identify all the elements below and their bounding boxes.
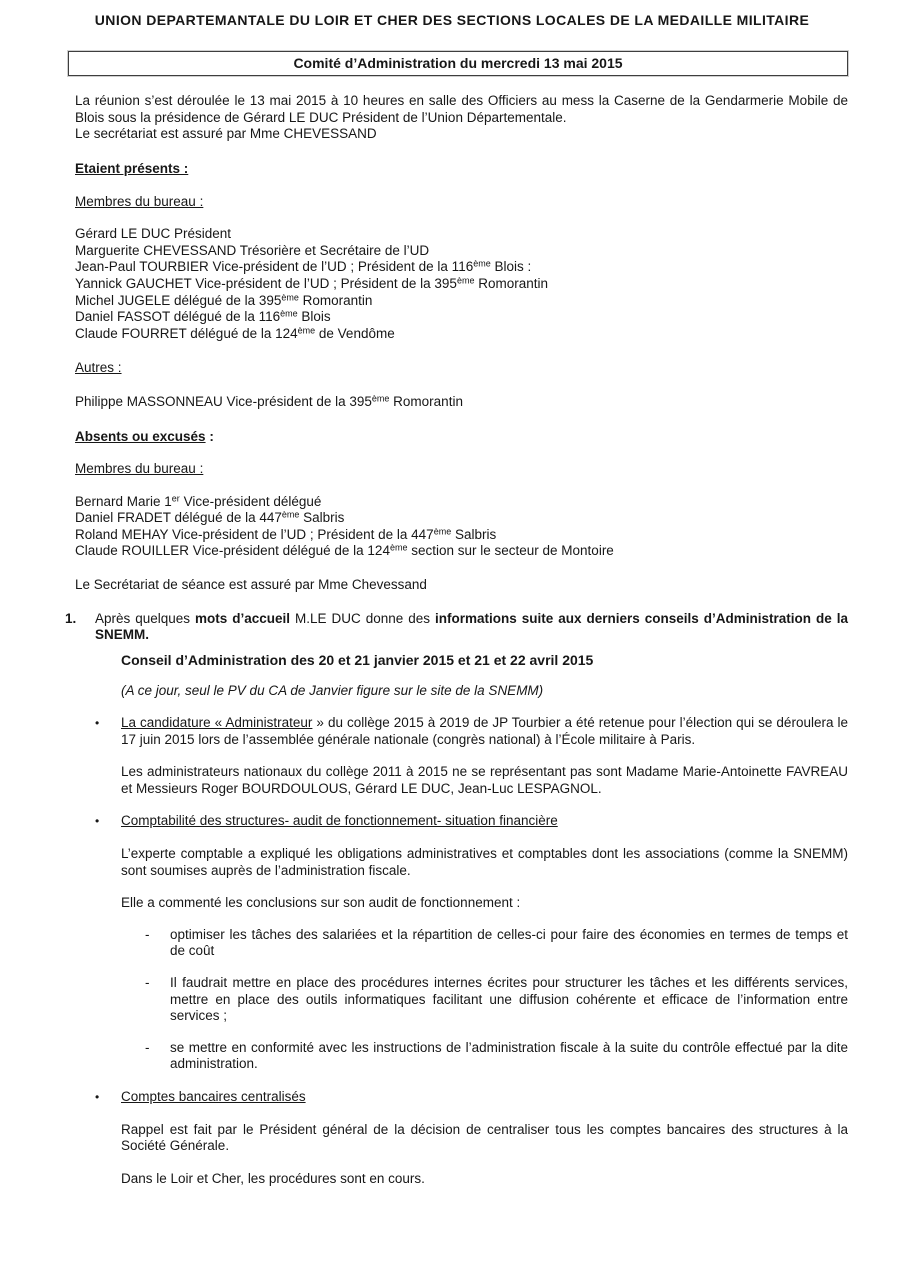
secretariat-note: Le Secrétariat de séance est assuré par Mme Chevessand [75, 577, 427, 593]
dash-item-2 [145, 975, 848, 1025]
candidature-paragraph: Les administrateurs nationaux du collège 2011 à 2015 ne se représentant pas sont Madame Marie-Antoinette FAVREAU et Messieurs Roger BOURDOULOUS, Gérard LE DUC, Jean-Luc LESPAGNOL. [121, 764, 848, 796]
dash-icon: - [145, 974, 150, 990]
member-line: Michel JUGELE délégué de la 395ème Romorantin [75, 292, 373, 308]
dash-item-1-text: optimiser les tâches des salariées et la répartition de celles-ci pour faire des économies en termes de temps et de coût [170, 926, 848, 959]
intro-line-1: La réunion s’est déroulée le 13 mai 2015 à 10 heures en salle des Officiers au mess la Caserne de la Gendarmerie Mobile de Blois sous la présidence de Gérard LE DUC Président de l’Union Départementale. [75, 93, 848, 125]
bullet-icon: • [95, 716, 100, 731]
comptabilite-paragraph-1: L’experte comptable a expliqué les obligations administratives et comptables dont les associations (comme la SNEMM) sont soumises auprès de l’administration fiscale. [121, 846, 848, 878]
member-line: Marguerite CHEVESSAND Trésorière et Secrétaire de l’UD [75, 242, 430, 258]
bullet-icon: • [95, 1089, 100, 1104]
member-line: Roland MEHAY Vice-président de l’UD ; Président de la 447ème Salbris [75, 526, 497, 542]
dash-icon: - [145, 926, 150, 942]
member-line: Yannick GAUCHET Vice-président de l’UD ; Président de la 395ème Romorantin [75, 275, 548, 291]
present-members-list [75, 226, 848, 342]
section-heading-absents [75, 429, 848, 446]
member-line: Philippe MASSONNEAU Vice-président de la 395ème Romorantin [75, 393, 463, 409]
subheading-bureau-absents: Membres du bureau : [75, 461, 204, 477]
bullet-comptes [95, 1089, 848, 1106]
italic-note: (A ce jour, seul le PV du CA de Janvier figure sur le site de la SNEMM) [121, 683, 544, 699]
bullet-candidature [95, 715, 848, 748]
conseil-heading: Conseil d’Administration des 20 et 21 janvier 2015 et 21 et 22 avril 2015 [121, 651, 594, 668]
section-heading-present: Etaient présents : [75, 160, 189, 176]
intro-paragraph [75, 93, 848, 143]
subheading-bureau-present: Membres du bureau : [75, 193, 204, 209]
bullet-comptabilite-title: Comptabilité des structures- audit de fonctionnement- situation financière [121, 813, 558, 829]
absent-members-list [75, 494, 848, 560]
comptabilite-paragraph-2: Elle a commenté les conclusions sur son audit de fonctionnement : [121, 895, 521, 911]
comptes-paragraph-2: Dans le Loir et Cher, les procédures sont en cours. [121, 1170, 425, 1186]
member-line: Gérard LE DUC Président [75, 226, 232, 242]
dash-item-3-text: se mettre en conformité avec les instructions de l’administration fiscale à la suite du contrôle effectué par la dite administration. [170, 1039, 848, 1072]
dash-icon: - [145, 1039, 150, 1055]
document-title: UNION DEPARTEMANTALE DU LOIR ET CHER DES SECTIONS LOCALES DE LA MEDAILLE MILITAIRE [94, 12, 810, 28]
autres-members-list [75, 394, 848, 411]
bullet-comptabilite [95, 813, 848, 830]
section-heading-absents-text: Absents ou excusés [75, 428, 206, 444]
member-line: Daniel FASSOT délégué de la 116ème Blois [75, 308, 331, 325]
dash-item-3 [145, 1040, 848, 1073]
member-line: Daniel FRADET délégué de la 447ème Salbris [75, 509, 345, 526]
bullet-candidature-text: La candidature « Administrateur » du collège 2015 à 2019 de JP Tourbier a été retenue pour l’élection qui se déroulera le 17 juin 2015 lors de l’assemblée générale nationale (congrès national) à l’École militaire à Paris. [121, 715, 848, 747]
intro-line-2: Le secrétariat est assuré par Mme CHEVESSAND [75, 126, 377, 142]
member-line: Jean-Paul TOURBIER Vice-président de l’UD ; Président de la 116ème Blois : [75, 258, 532, 275]
subheading-autres: Autres : [75, 360, 122, 376]
dash-item-2-text: Il faudrait mettre en place des procédures internes écrites pour structurer les tâches et les différents services, mettre en place des outils informatiques facilitant une diffusion cohérente et efficace de l’information entre services ; [170, 974, 848, 1024]
comptes-paragraph-1: Rappel est fait par le Président général de la décision de centraliser tous les comptes bancaires des structures à la Société Générale. [121, 1121, 848, 1154]
agenda-item-number: 1. [65, 610, 77, 626]
bullet-comptes-title: Comptes bancaires centralisés [121, 1088, 306, 1104]
agenda-item-1 [65, 611, 848, 644]
dash-item-1 [145, 927, 848, 960]
meeting-header-text: Comité d’Administration du mercredi 13 mai 2015 [293, 54, 623, 71]
section-heading-absents-colon: : [205, 428, 214, 444]
bullet-icon: • [95, 814, 100, 829]
member-line: Claude ROUILLER Vice-président délégué de la 124ème section sur le secteur de Montoire [75, 542, 614, 559]
member-line: Claude FOURRET délégué de la 124ème de Vendôme [75, 325, 395, 341]
meeting-header-box [68, 51, 848, 77]
member-line: Bernard Marie 1er Vice-président délégué [75, 493, 322, 509]
agenda-item-text: Après quelques mots d’accueil M.LE DUC donne des informations suite aux derniers conseils d’Administration de la SNEMM. [95, 610, 848, 643]
